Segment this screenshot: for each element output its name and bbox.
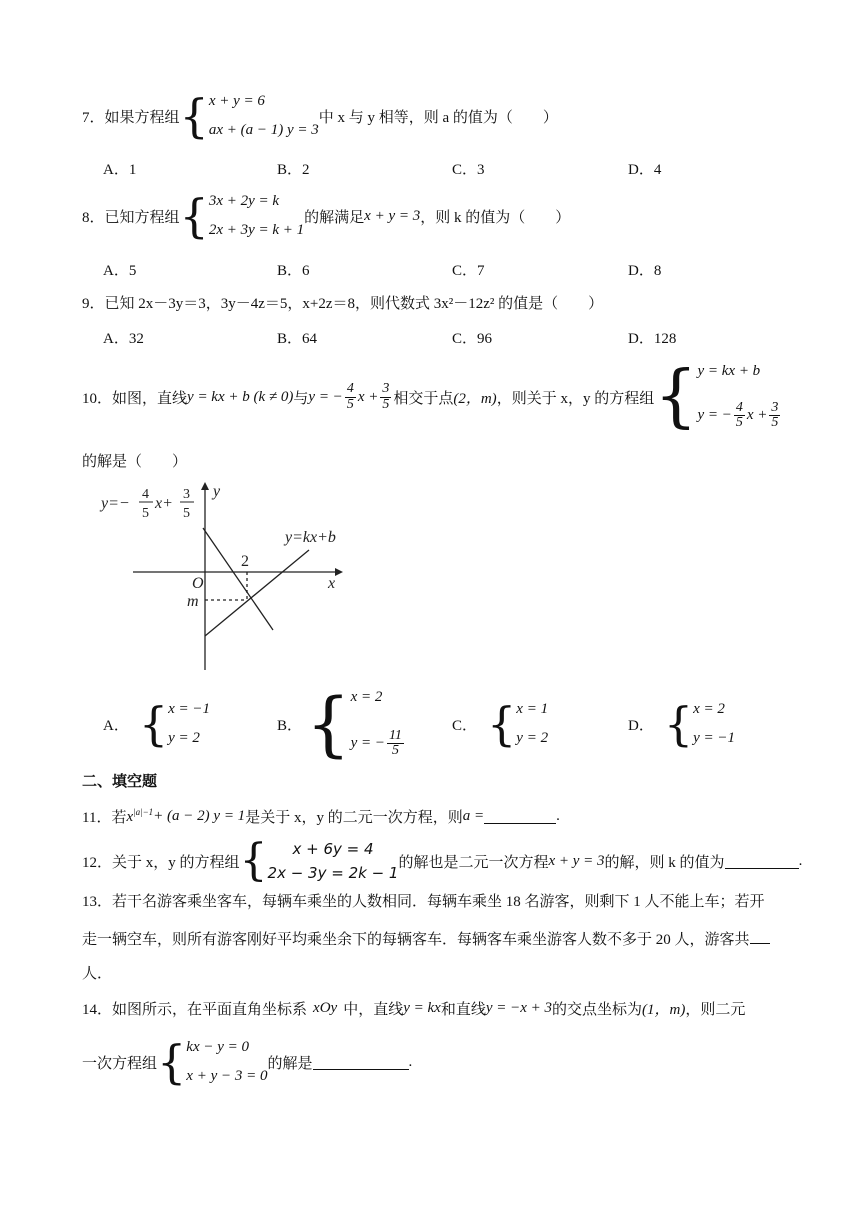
question-10 xyxy=(82,357,782,436)
svg-text:5: 5 xyxy=(142,506,149,521)
y-axis-arrow-icon xyxy=(201,482,209,490)
equation-system xyxy=(239,835,399,886)
equation-system: { x = 1 y = 2 xyxy=(487,697,549,751)
equation: x + y = 6 xyxy=(208,93,265,109)
question-13-line-1: 13．若干名游客乘坐客车，每辆车乘坐的人数相同．每辆车乘坐 18 名游客，则剩下 1 人不能上车；若开 xyxy=(82,894,765,910)
question-text: 的解是（ ） xyxy=(82,454,188,470)
system-name: xOy xyxy=(313,999,338,1016)
brace-icon: { xyxy=(157,1035,187,1089)
question-text: 与 xyxy=(293,390,309,407)
line-label-2: y=− xyxy=(101,495,130,512)
line-neg-four-fifths xyxy=(203,528,273,630)
origin-label: O xyxy=(192,575,204,592)
equation-system xyxy=(179,89,319,143)
line-equation: y = −x + 3 xyxy=(485,999,553,1016)
question-text: 关于 x，y 的方程组 xyxy=(112,854,240,871)
option-c[interactable]: C．7 xyxy=(452,263,485,279)
fraction: $\frac{4}{5}$ xyxy=(346,380,354,412)
option-b[interactable]: B． { x = 2 y = − $\frac{11}{5}$ xyxy=(277,688,406,760)
question-8 xyxy=(82,189,571,243)
svg-text:4: 4 xyxy=(142,487,149,502)
equation: x + y − 3 = 0 xyxy=(186,1068,268,1084)
section-heading: 二、填空题 xyxy=(82,772,158,790)
brace-icon: { xyxy=(487,697,517,751)
brace-icon: { xyxy=(179,89,209,143)
answer-blank[interactable] xyxy=(725,854,799,869)
option-d[interactable]: D．4 xyxy=(628,162,662,178)
question-text: 的解满足 xyxy=(304,209,365,226)
question-13-line-3: 人． xyxy=(82,966,113,982)
question-number: 8． xyxy=(82,209,105,226)
option-d[interactable]: D．128 xyxy=(628,331,677,347)
equation: 2x − 3y = 2k − 1 xyxy=(267,864,399,882)
equation: y = − $\frac{4}{5}$ x + $\frac{3}{5}$ xyxy=(697,399,779,431)
question-text: 中，直线 xyxy=(343,1001,404,1018)
brace-icon: { xyxy=(306,683,351,765)
question-number: 11． xyxy=(82,809,112,826)
option-a[interactable]: A． { x = −1 y = 2 xyxy=(103,697,211,751)
fraction: $\frac{4}{5}$ xyxy=(735,399,743,431)
option-c[interactable]: C．3 xyxy=(452,162,485,178)
svg-text:x+: x+ xyxy=(155,495,173,512)
question-13-line-2: 走一辆空车，则所有游客刚好平均乘坐余下的每辆客车．每辆客车乘坐游客人数不多于 20 人，游客共 xyxy=(82,928,770,949)
question-text: ，则关于 x，y 的方程组 xyxy=(496,390,655,407)
tick-label-2: 2 xyxy=(241,553,249,570)
equation-system: { x = 2 y = −1 xyxy=(663,697,736,751)
question-text: 若 xyxy=(111,809,127,826)
equation-system xyxy=(654,357,782,436)
question-number: 14． xyxy=(82,1001,113,1018)
brace-icon: { xyxy=(654,357,698,436)
label-m: m xyxy=(187,593,199,610)
option-d[interactable]: D． { x = 2 y = −1 xyxy=(628,697,736,751)
equation: 2x + 3y = k + 1 xyxy=(208,222,305,238)
option-c[interactable]: C． { x = 1 y = 2 xyxy=(452,697,549,751)
equation: y = kx + b xyxy=(697,363,761,379)
question-text: 中 x 与 y 相等，则 a 的值为（ ） xyxy=(318,109,558,126)
question-text: 如图，直线 xyxy=(112,390,188,407)
option-a[interactable]: A．1 xyxy=(103,162,137,178)
option-c[interactable]: C．96 xyxy=(452,331,493,347)
answer-blank[interactable] xyxy=(750,929,770,944)
equation: x + 6y = 4 xyxy=(292,840,374,858)
line-label-kx-b: y=kx+b xyxy=(285,529,336,546)
condition: x + y = 3 xyxy=(548,852,605,869)
equation: kx − y = 0 xyxy=(186,1039,250,1055)
line-equation-2: y = − $\frac{4}{5}$ x + $\frac{3}{5}$ xyxy=(308,380,390,412)
equation: 3x + 2y = k xyxy=(208,193,280,209)
fraction: $\frac{11}{5}$ xyxy=(388,727,402,759)
condition: x + y = 3 xyxy=(364,207,421,224)
question-text: ，则二元 xyxy=(685,1001,746,1018)
question-text: 如果方程组 xyxy=(104,109,180,126)
answer-blank[interactable] xyxy=(313,1055,409,1070)
fraction: $\frac{3}{5}$ xyxy=(771,399,779,431)
question-text: 一次方程组 xyxy=(82,1055,158,1072)
option-a[interactable]: A．5 xyxy=(103,263,137,279)
question-text: 相交于点 xyxy=(393,390,454,407)
question-text: 是关于 x，y 的二元一次方程，则 xyxy=(245,809,463,826)
brace-icon: { xyxy=(663,697,694,751)
axis-label-x: x xyxy=(328,575,336,592)
question-text: ，则 k 的值为（ ） xyxy=(420,209,571,226)
option-b[interactable]: B．64 xyxy=(277,331,318,347)
question-text: 的解是 xyxy=(267,1055,313,1072)
coordinate-figure xyxy=(95,478,355,673)
brace-icon: { xyxy=(239,835,268,886)
question-text: 的交点坐标为 xyxy=(552,1001,643,1018)
svg-text:5: 5 xyxy=(183,506,190,521)
question-text: 已知方程组 xyxy=(104,209,180,226)
point: (1，m) xyxy=(642,1001,686,1018)
svg-text:3: 3 xyxy=(183,487,190,502)
option-d[interactable]: D．8 xyxy=(628,263,662,279)
equation-system: { x = 2 y = − $\frac{11}{5}$ xyxy=(306,683,402,765)
question-text: 如图所示，在平面直角坐标系 xyxy=(112,1001,308,1018)
question-7 xyxy=(82,89,558,143)
brace-icon: { xyxy=(138,697,169,751)
option-b[interactable]: B．2 xyxy=(277,162,310,178)
axis-label-y: y xyxy=(213,483,221,500)
question-9: 9．已知 2x－3y＝3，3y－4z＝5，x+2z＝8，则代数式 3x²－12z² 的值是（ ） xyxy=(82,296,604,312)
answer-prefix: a = xyxy=(462,807,485,824)
point: (2，m) xyxy=(453,390,497,407)
fraction: $\frac{3}{5}$ xyxy=(382,380,390,412)
question-12: 12． 关于 x，y 的方程组 { x + 6y = 4 2x − 3y = 2k − 1 的解也是二元一次方程 x + y = 3 的解，则 k 的值为 . xyxy=(82,835,803,886)
option-a[interactable]: A．32 xyxy=(103,331,144,347)
power-term: $x^{|a|-1}$ xyxy=(126,806,154,825)
question-text: 和直线 xyxy=(440,1001,486,1018)
question-14 xyxy=(82,995,745,1021)
answer-blank[interactable] xyxy=(484,809,556,824)
question-number: 7． xyxy=(82,109,105,126)
equation-system xyxy=(157,1035,268,1089)
equation-system xyxy=(179,189,305,243)
equation: ax + (a − 1) y = 3 xyxy=(208,122,319,138)
question-text: 的解，则 k 的值为 xyxy=(604,854,725,871)
equation: + (a − 2) y = 1 xyxy=(153,807,246,824)
question-11: 11． 若 $x^{|a|-1}$ + (a − 2) y = 1 是关于 x，y 的二元一次方程，则 a = . xyxy=(82,806,560,826)
brace-icon: { xyxy=(179,189,209,243)
question-number: 10． xyxy=(82,390,113,407)
question-text: 的解也是二元一次方程 xyxy=(398,854,549,871)
line-equation: y = kx + b (k ≠ 0) xyxy=(187,388,294,405)
question-14-line-2: 一次方程组 { kx − y = 0 x + y − 3 = 0 的解是 . xyxy=(82,1035,413,1089)
line-kx-plus-b xyxy=(205,550,309,636)
line-equation: y = kx xyxy=(403,999,441,1016)
option-b[interactable]: B．6 xyxy=(277,263,310,279)
x-axis-arrow-icon xyxy=(335,568,343,576)
question-number: 12． xyxy=(82,854,113,871)
equation-system: { x = −1 y = 2 xyxy=(138,697,211,751)
